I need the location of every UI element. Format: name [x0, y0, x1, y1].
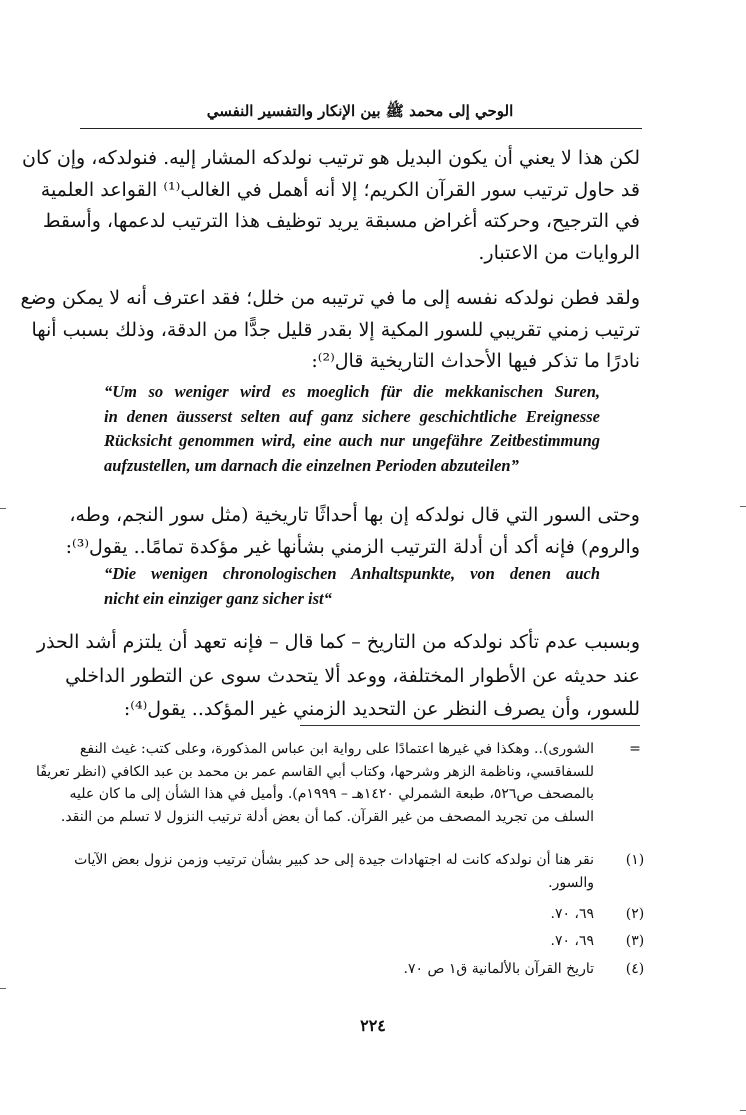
footnote-line: السلف من تجريد المصحف من غير القرآن. كما أن بعض أدلة ترتيب النزول لا تسلم من النقد.	[60, 808, 594, 825]
paragraph-4	[36, 626, 640, 727]
scan-edge-mark	[740, 506, 746, 507]
quote-line: nicht ein einziger ganz sicher ist“	[104, 588, 332, 608]
quote-line: “Um so weniger wird es moeglich für die mekkanischen Suren,	[104, 382, 600, 401]
paragraph-2	[20, 283, 640, 378]
paragraph-line: لكن هذا لا يعني أن يكون البديل هو ترتيب نولدكه المشار إليه. فنولدكه، وإن كان	[22, 147, 640, 169]
footnote-line: الشورى).. وهكذا في غيرها اعتمادًا على رواية ابن عباس المذكورة، وعلى كتب: غيث النفع	[79, 741, 594, 757]
footnote-line: ٦٩، ٧٠.	[550, 906, 594, 922]
german-quote-1	[104, 380, 600, 478]
footnote-separator	[300, 725, 640, 726]
paragraph-line: ترتيب زمني تقريبي للسور المكية إلا بقدر قليل جدًّا من الدقة، وذلك بسبب أنها	[31, 318, 640, 341]
paragraph-line: الروايات من الاعتبار.	[478, 241, 640, 264]
paragraph-line: عند حديثه عن الأطوار المختلفة، ووعد ألا يتحدث سوى عن التطور الداخلي	[65, 664, 640, 687]
header-rule	[80, 128, 642, 129]
paragraph-line: وبسبب عدم تأكد نولدكه من التاريخ – كما قال – فإنه تعهد أن يلتزم أشد الحذر	[36, 631, 640, 653]
footnote-line: ٦٩، ٧٠.	[550, 933, 594, 949]
paragraph-line: والروم) فإنه أكد أن أدلة الترتيب الزمني بشأنها غير مؤكدة تمامًا.. يقول⁽³⁾:	[65, 536, 640, 558]
footnote-4	[82, 958, 594, 981]
paragraph-line: نادرًا ما تذكر فيها الأحداث التاريخية قال⁽²⁾:	[311, 350, 640, 372]
footnote-3-marker: (٣)	[625, 933, 645, 949]
paragraph-line: قد حاول ترتيب سور القرآن الكريم؛ إلا أنه أهمل في الغالب⁽¹⁾ القواعد العلمية	[40, 178, 640, 201]
quote-line: aufzustellen, um darnach die einzelnen Perioden abzuteilen”	[104, 455, 519, 475]
german-quote-2	[104, 562, 600, 611]
paragraph-3	[65, 499, 640, 563]
footnote-line: نقر هنا أن نولدكه كانت له اجتهادات جيدة إلى حد كبير بشأن ترتيب وزمن نزول بعض الآيات	[74, 852, 594, 868]
running-header: الوحي إلى محمد ﷺ بين الإنكار والتفسير النفسي	[206, 102, 514, 120]
paragraph-line: وحتى السور التي قال نولدكه إن بها أحداثًا تاريخية (مثل سور النجم، وطه،	[69, 504, 640, 526]
footnote-1	[74, 849, 594, 894]
footnote-line: والسور.	[548, 874, 594, 891]
footnote-line: تاريخ القرآن بالألمانية ق١ ص ٧٠.	[403, 961, 594, 977]
footnote-line: بالمصحف ص٥٢٦، طبعة الشمرلي ١٤٢٠هـ – ١٩٩٩م). وأميل في هذا الشأن إلى ما كان عليه	[69, 786, 594, 802]
scan-edge-mark	[0, 988, 6, 989]
quote-line: “Die wenigen chronologischen Anhaltspunkte, von denen auch	[104, 564, 600, 583]
footnote-2	[82, 903, 594, 926]
paragraph-1	[22, 143, 640, 269]
quote-line: in denen äusserst selten auf ganz sichere geschichtliche Ereignesse	[104, 406, 600, 426]
page-number: ٢٢٤	[360, 1016, 386, 1035]
paragraph-line: ولقد فطن نولدكه نفسه إلى ما في ترتيبه من خلل؛ فقد اعترف أنه لا يمكن وضع	[20, 287, 640, 309]
footnote-2-marker: (٢)	[625, 906, 645, 922]
quote-line: Rücksicht genommen wird, eine auch nur ungefähre Zeitbestimmung	[104, 431, 600, 450]
footnote-continuation-marker: =	[629, 741, 641, 757]
paragraph-line: في الترجيح، وحركته أغراض مسبقة يريد توظيف هذا الترتيب لدعمها، وأسقط	[42, 210, 640, 232]
footnote-1-marker: (١)	[625, 852, 645, 868]
footnote-line: للسفاقسي، وناظمة الزهر وشرحها، وكتاب أبي القاسم عمر بن محمد بن عبد الكافي (انظر تعريفًا	[35, 763, 594, 780]
footnote-3	[82, 930, 594, 953]
footnote-4-marker: (٤)	[625, 961, 645, 977]
paragraph-line: للسور، وأن يصرف النظر عن التحديد الزمني غير المؤكد.. يقول⁽⁴⁾:	[123, 698, 640, 720]
scan-edge-mark	[0, 508, 6, 509]
scan-edge-mark	[740, 1110, 746, 1111]
footnote-continuation	[35, 738, 594, 828]
